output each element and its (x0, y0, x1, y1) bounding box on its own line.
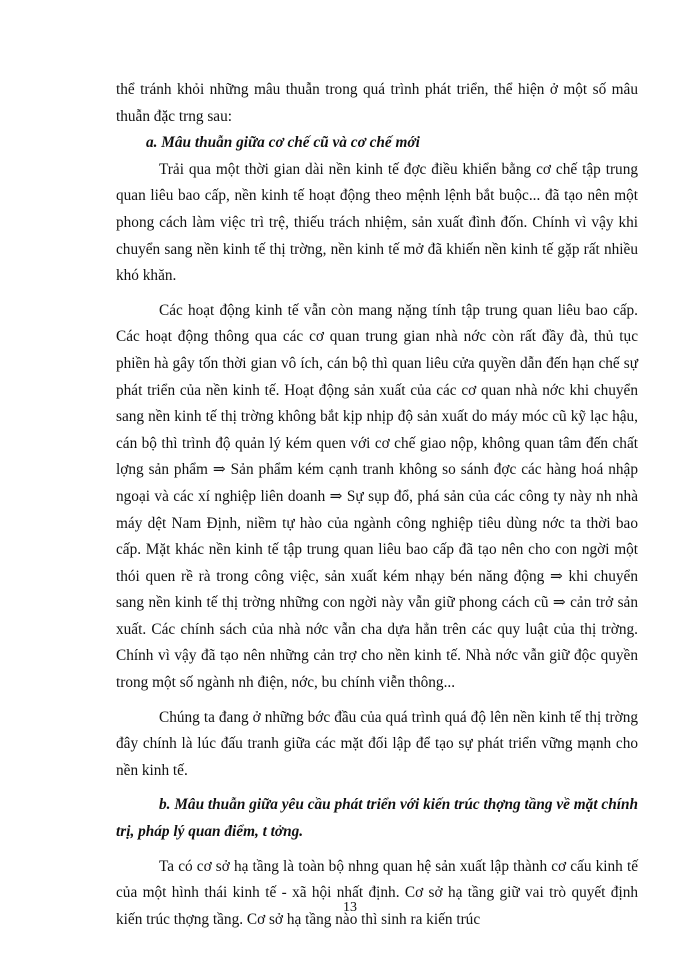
paragraph-4: Ta có cơ sở hạ tầng là toàn bộ nhng quan hệ sản xuất lập thành cơ cấu kinh tế của một hình thái kinh tế - xã hội nhất định. Cơ sở hạ tầng giữ vai trò quyết định kiến trúc thợng tầng. Cơ sở hạ tầng nào thì sinh ra kiến trúc (116, 857, 638, 928)
page-content (116, 77, 638, 933)
heading-a: a. Mâu thuẫn giữa cơ chế cũ và cơ chế mới (146, 134, 420, 152)
paragraph-2: Các hoạt động kinh tế vẫn còn mang nặng tính tập trung quan liêu bao cấp. Các hoạt động thông qua các cơ quan trung gian nhà nớc còn rất đầy đà, thủ tục phiền hà gây tốn thời gian vô ích, cán bộ thì quan liêu cửa quyền dẫn đến hạn chế sự phát triển của nền kinh tế. Hoạt động sản xuất của các cơ quan nhà nớc khi chuyển sang nền kinh tế thị trờng không bắt kịp nhịp độ sản xuất do máy móc cũ kỹ lạc hậu, cán bộ thì trình độ quản lý kém quen với cơ chế giao nộp, không quan tâm đến chất lợng sản phẩm ⇒ Sản phẩm kém cạnh tranh không so sánh đợc các hàng hoá nhập ngoại và các xí nghiệp liên doanh ⇒ Sự sụp đổ, phá sản của các công ty này nh nhà máy dệt Nam Định, niềm tự hào của ngành công nghiệp tiêu dùng nớc ta thời bao cấp. Mặt khác nền kinh tế tập trung quan liêu bao cấp đã tạo nên cho con ngời một thói quen rề rà trong công việc, sản xuất kém nhạy bén năng động ⇒ khi chuyển sang nền kinh tế thị trờng những con ngời này vẫn giữ phong cách cũ ⇒ cản trở sản xuất. Các chính sách của nhà nớc vẫn cha dựa hẳn trên các quy luật của thị trờng. Chính vì vậy đã tạo nên những cản trợ cho nền kinh tế. Nhà nớc vẫn giữ độc quyền trong một số ngành nh điện, nớc, bu chính viễn thông... (116, 301, 638, 692)
heading-b: b. Mâu thuẫn giữa yêu cầu phát triển với kiến trúc thợng tầng về mặt chính trị, pháp lý quan điểm, t tởng. (116, 796, 638, 841)
paragraph-1: Trải qua một thời gian dài nền kinh tế đợc điều khiển bằng cơ chế tập trung quan liêu bao cấp, nền kinh tế hoạt động theo mệnh lệnh bắt buộc... đã tạo nên một phong cách làm việc trì trệ, thiếu trách nhiệm, sản xuất đình đốn. Chính vì vậy khi chuyển sang nền kinh tế thị trờng, nền kinh tế mở đã khiến nền kinh tế gặp rất nhiều khó khăn. (116, 160, 638, 285)
page-number: 13 (343, 900, 357, 915)
paragraph-continuation: thể tránh khỏi những mâu thuẫn trong quá trình phát triển, thể hiện ở một số mâu thuẫn đặc trng sau: (116, 81, 638, 125)
paragraph-3: Chúng ta đang ở những bớc đầu của quá trình quá độ lên nền kinh tế thị trờng đây chính là lúc đấu tranh giữa các mặt đối lập để tạo sự phát triển vững mạnh cho nền kinh tế. (116, 708, 638, 779)
